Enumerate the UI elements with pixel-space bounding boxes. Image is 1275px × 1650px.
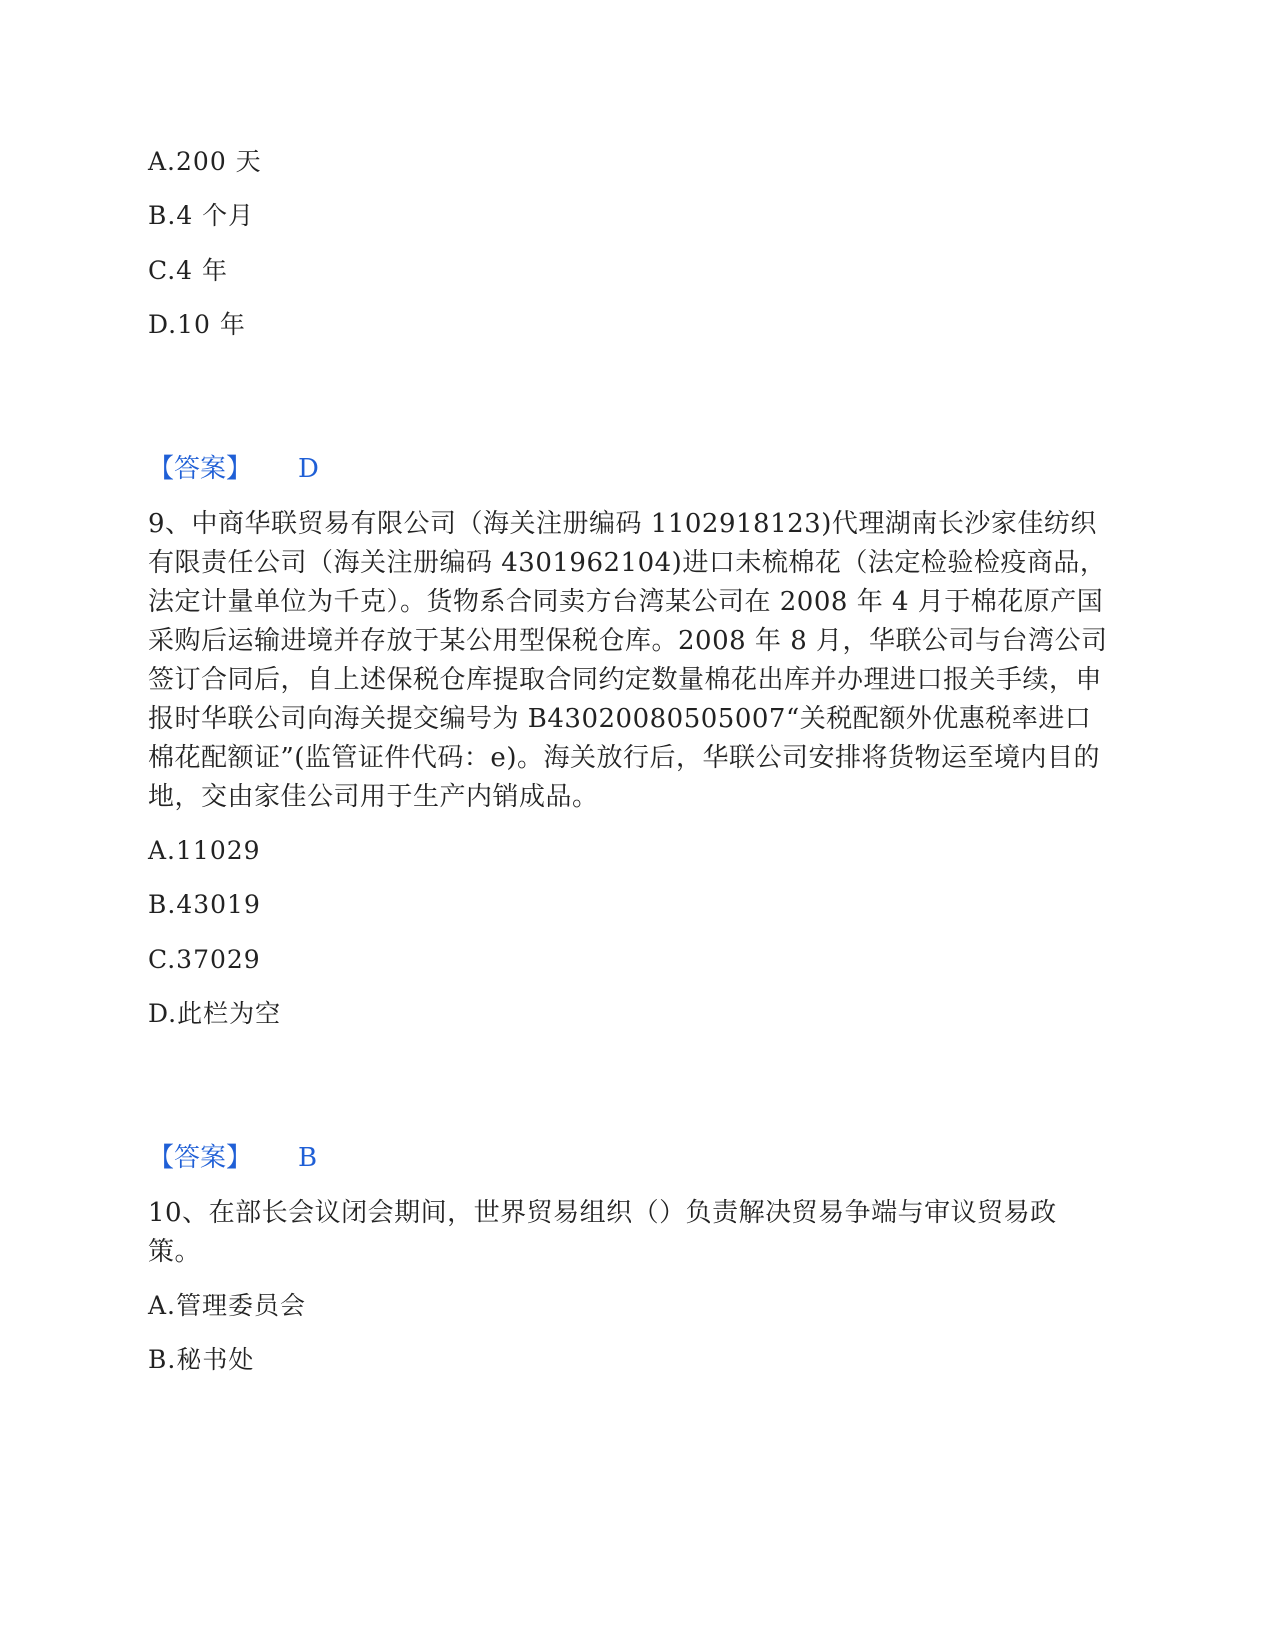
option-a: A.200 天: [148, 147, 262, 176]
q9-option-c: C.37029: [148, 945, 261, 974]
question-10-text: 10、在部长会议闭会期间，世界贸易组织（）负责解决贸易争端与审议贸易政策。: [148, 1198, 1057, 1267]
q9-answer-label: 【答案】: [148, 1143, 253, 1173]
answer-line: [148, 452, 319, 486]
answer-label: 【答案】: [148, 454, 253, 484]
option-d: D.10 年: [148, 310, 246, 339]
question-9-text: 9、中商华联贸易有限公司（海关注册编码 1102918123)代理湖南长沙家佳纺织有限责任公司（海关注册编码 4301962104)进口未梳棉花（法定检验检疫商品，法定计量单位为千克）。货物系合同卖方台湾某公司在 2008 年 4 月于棉花原产国采购后运输进境并存放于某公用型保税仓库。2008 年 8 月，华联公司与台湾公司签订合同后，自上述保税仓库提取合同约定数量棉花出库并办理进口报关手续，申报时华联公司向海关提交编号为 B43020080505007“关税配额外优惠税率进口棉花配额证”(监管证件代码：e)。海关放行后，华联公司安排将货物运至境内目的地，交由家佳公司用于生产内销成品。: [148, 509, 1108, 812]
q9-option-d: D.此栏为空: [148, 999, 282, 1028]
option-c: C.4 年: [148, 256, 229, 285]
q9-option-a: A.11029: [148, 836, 261, 865]
answer-value: D: [298, 454, 319, 484]
q10-option-a: A.管理委员会: [148, 1291, 307, 1320]
q10-option-b: B.秘书处: [148, 1345, 255, 1374]
q9-option-b: B.43019: [148, 890, 261, 919]
option-b: B.4 个月: [148, 201, 255, 230]
q9-answer-line: [148, 1141, 317, 1175]
q9-answer-value: B: [298, 1143, 318, 1173]
